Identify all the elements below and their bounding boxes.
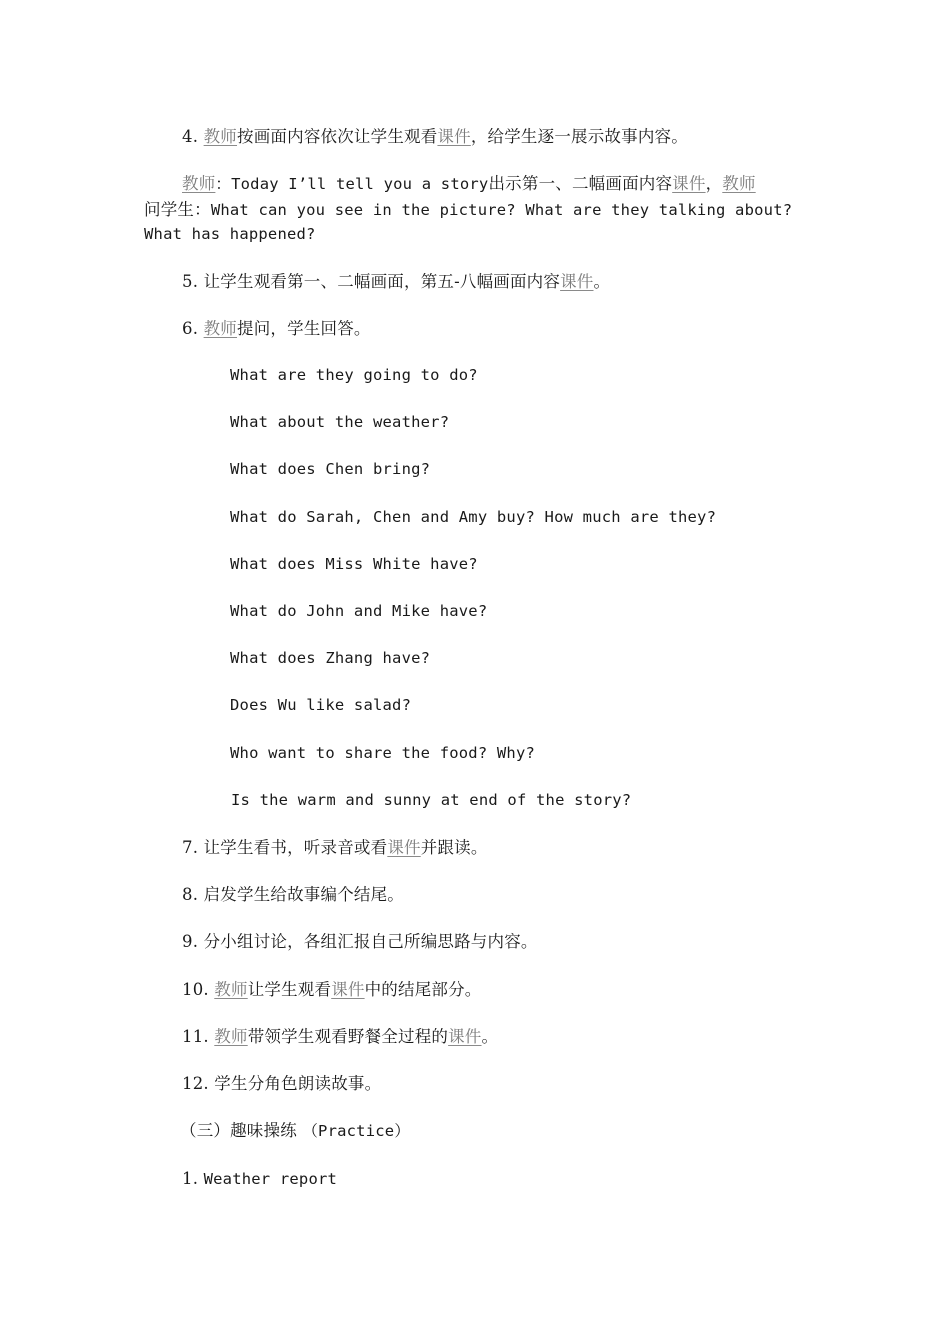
item-text: 让学生看书，听录音或看 xyxy=(203,838,388,857)
item-text: ，给学生逐一展示故事内容。 xyxy=(470,127,688,146)
item-number: 4. xyxy=(182,127,199,146)
dialogue-line-1 xyxy=(182,171,756,197)
item-number: 5. xyxy=(182,272,199,291)
teacher-link[interactable]: 教师 xyxy=(214,1027,248,1046)
item-text: 并跟读。 xyxy=(420,838,488,857)
item-text: 分小组讨论，各组汇报自己所编思路与内容。 xyxy=(203,932,538,951)
teacher-link[interactable]: 教师 xyxy=(722,174,756,193)
item-text: 。 xyxy=(593,272,611,291)
dialogue-text: 出示第一、二幅画面内容 xyxy=(488,174,673,193)
item-text: 启发学生给故事编个结尾。 xyxy=(203,885,405,904)
dialogue-text: 问学生： xyxy=(144,200,211,219)
item-number: 1. xyxy=(182,1169,199,1188)
courseware-link[interactable]: 课件 xyxy=(437,127,471,146)
courseware-link[interactable]: 课件 xyxy=(560,272,594,291)
separator: ， xyxy=(705,174,723,193)
item-text: Weather report xyxy=(203,1170,338,1188)
item-text: 中的结尾部分。 xyxy=(364,980,482,999)
item-text: 学生分角色朗读故事。 xyxy=(214,1074,382,1093)
item-11 xyxy=(182,1024,498,1049)
item-10 xyxy=(182,977,482,1002)
teacher-link[interactable]: 教师 xyxy=(203,127,238,146)
item-text: 按画面内容依次让学生观看 xyxy=(237,127,438,146)
item-number: 7. xyxy=(182,838,199,857)
courseware-link[interactable]: 课件 xyxy=(448,1027,482,1046)
question-6: What do John and Mike have? xyxy=(230,602,488,620)
question-1: What are they going to do? xyxy=(230,366,478,384)
item-5 xyxy=(182,269,610,294)
question-8: Does Wu like salad? xyxy=(230,696,412,714)
question-2: What about the weather? xyxy=(230,413,450,431)
item-number: 12. xyxy=(182,1074,209,1093)
section-label: （三）趣味操练 xyxy=(180,1121,297,1140)
dialogue-text: What can you see in the picture? What are they talking about? xyxy=(210,201,793,219)
dialogue-text: ：Today I’ll tell you a story xyxy=(215,175,489,193)
item-text: 提问，学生回答。 xyxy=(237,319,371,338)
practice-item-1 xyxy=(182,1166,337,1192)
item-text: 。 xyxy=(481,1027,499,1046)
item-number: 8. xyxy=(182,885,199,904)
item-6 xyxy=(182,316,371,341)
teacher-link[interactable]: 教师 xyxy=(214,980,248,999)
dialogue-line-2 xyxy=(144,197,792,223)
courseware-link[interactable]: 课件 xyxy=(331,980,365,999)
item-number: 10. xyxy=(182,980,209,999)
question-10: Is the warm and sunny at end of the story? xyxy=(231,791,632,809)
item-text: 带领学生观看野餐全过程的 xyxy=(247,1027,449,1046)
question-9: Who want to share the food? Why? xyxy=(230,744,536,762)
question-4: What do Sarah, Chen and Amy buy? How much are they? xyxy=(230,508,717,526)
courseware-link[interactable]: 课件 xyxy=(387,838,421,857)
item-text: 让学生观看 xyxy=(247,980,332,999)
item-text: 让学生观看第一、二幅画面，第五-八幅画面内容 xyxy=(203,272,561,291)
section-english: （Practice） xyxy=(302,1122,411,1140)
item-8 xyxy=(182,882,404,907)
courseware-link[interactable]: 课件 xyxy=(672,174,706,193)
item-number: 11. xyxy=(182,1027,209,1046)
item-12 xyxy=(182,1071,381,1096)
section-heading xyxy=(180,1118,410,1144)
item-number: 9. xyxy=(182,932,199,951)
teacher-link[interactable]: 教师 xyxy=(182,174,216,193)
dialogue-line-3: What has happened? xyxy=(144,225,316,243)
item-4 xyxy=(182,124,688,149)
question-3: What does Chen bring? xyxy=(230,460,431,478)
teacher-link[interactable]: 教师 xyxy=(203,319,238,338)
item-7 xyxy=(182,835,488,860)
item-9 xyxy=(182,929,538,954)
question-7: What does Zhang have? xyxy=(230,649,431,667)
item-number: 6. xyxy=(182,319,199,338)
question-5: What does Miss White have? xyxy=(230,555,478,573)
